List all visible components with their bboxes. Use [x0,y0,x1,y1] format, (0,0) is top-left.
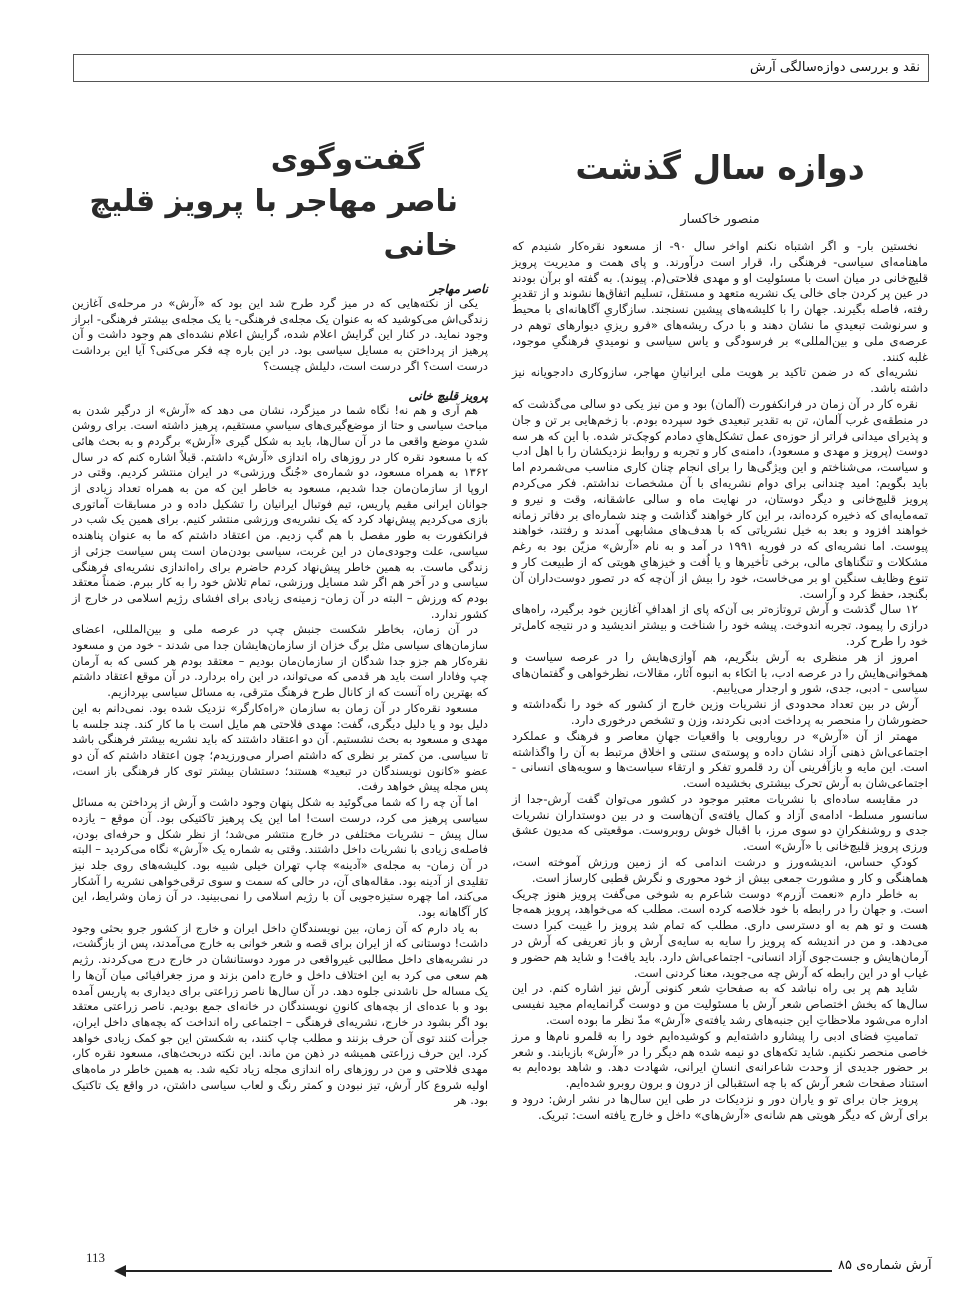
paragraph: نشریه‌ای که در ضمن تاکید بر هویت ملی ایرانیانِ مهاجر، سازوکاری دادجویانه نیز داشته باشد. [512,365,928,396]
paragraph: امروز از هر منظری به آرش بنگریم، هم آوازی‌هایش را در عرصه سیاست و همخوانی‌هایش را در عرصه ادب، با اتکاء به انبوه آثار، مقالات، نظرخواهی و گفتمان‌های سیاسی - ادبی، جدی، شور و ارجدار می‌یابیم. [512,649,928,696]
paragraph: پرویز جان برای تو و یاران دور و نزدیکات در طی این سال‌ها در نشر ارش: درود و برای آرش که دیگر هویتی هم شانه‌ی «آرش‌های» داخل و خارج یافته است: تبریک. [512,1092,928,1122]
issue-label: آرش شماره‌ی ۸۵ [838,1258,932,1273]
article-right-column [512,140,928,1124]
paragraph: آرش در بین تعداد محدودی از نشریات وزین خارج از کشور که خود را نگه‌داشته و حضورشان را منحصر به پرداخت ادبی نکردند، وزن و تشخص درخوری دارد. [512,697,928,727]
paragraph: اما آن چه را که شما می‌گوئید به شکل پنهان وجود داشت و آرش از پرداختن به مسائل سیاسی پرهیز می کرد، درست است! اما این یک پرهیز تاکتیکی بود. آن موقع – یازده سال پیش – نشریات مختلفی در خارج منتشر می‌شد؛ از نظر شکل و حرفه‌ای بودن، فاصله‌ی زیادی با نشریات داخل داشتند. وقتی به شماره یک «آرش» نگاه می‌کردید – البته در آن زمان- به مجله‌ی «آدینه» چاپ تهران خیلی شبیه بود. کلیشه‌های روی جلد نیز تقلیدی از آدینه بود. مقاله‌های آن، در حالی که سمت و سوی ترقی‌خواهی نشریه را آشکار می‌کند، اما چهره ستیزه‌جویی آن با رژیم اسلامی را نمی‌بینید. در آن زمان وشرایط، این کار آگاهانه بود. [72,795,488,920]
paragraph: ۱۲ سال گذشت و آرش تروتازه‌تر بی آن‌که پای از اهدافِ آغازین خود برگیرد، راه‌های درازی را پیمود. تجربه اندوخت. پیشه خود را شناخت و بیشتر اندیشید و در نتیجه کامل‌تر خود را طرح کرد. [512,602,928,648]
paragraph: هم آری و هم نه! نگاه شما در میزگرد، نشان می دهد که «آرش» از درگیر شدن به مباحث سیاسی و حتا از موضع‌گیری‌های سیاسیِ مستقیم، پرهیز داشته است. برای روشن شدنِ موضع واقعی ما در آن سال‌ها، باید به شکل گیری «آرش» برگردم و به بحث هائی که با مسعود نقره کار در روزهای راه اندازی «آرش» داشتم. قبلاً اشاره کنم که در سال ۱۳۶۲ به همراه مسعود، دو شماره‌ی «جُنگ ورزشی» در ایران منتشر کردیم. وقتی در اروپا از سازمان‌مان جدا شدیم، مسعود به خاطر این که من به همراه تعداد زیادی از جوانان ایرانی مقیم پاریس، تیم فوتبال ایرانیان را تشکیل داده و در مسابقات آماتوری بازی می‌کردیم پیش‌نهاد کرد که یک نشریه‌ی ورزشی منتشر کنیم. برای همین یک شب در فرانکفورت به طور مفصل با هم گپ زدیم. من اعتقاد داشتم که ما به عنوان پناهنده سیاسی، علت وجودی‌مان در این غربت، سیاسی بودن‌مان است پس سیاست جزئی از زندگی ماست. به همین خاطر پیش‌نهاد کردم حاضرم برای راه‌اندازی نشریه‌ای فرهنگی سیاسی و در آخر هم اگر شد مسایل ورزشی، تمام تلاش خود را به کار ببرم. ضمناً معتقد بودم که ورزش – البته در آن زمان- زمینه‌ی زیادی برای افشای رژیم اسلامی در خارج از کشور ندارد. [72,402,488,621]
paragraph: به خاطر دارم «نعمت آزرم» دوست شاعرم به شوخی می‌گفت پرویز هنوز چریک است. و جهان را در رابطه با خود خلاصه کرده است. مطلب که می‌خواهد، پرویز همه‌جا هست و تو هم به او دسترسی داری. مطلب که تمام شد پرویز را غیبت کبرا دست می‌دهد. و من در اندیشه که پرویز را سایه به سایه‌ی آرش و باز تعریفی که آرش در آرمان‌هایش و جست‌جوی آزاد انسانی- اجتماعی‌اش دارد. باید یافت! و شاید هم حضور و غیاب او در این رابطه که آرش چه می‌جوید، معنا کردنی است. [512,886,928,980]
article-left-title-line2: ناصر مهاجر با پرویز قلیچ خانی [89,184,458,263]
article-left-title-line1: گفت‌وگوی [270,142,424,177]
paragraph: یکی از نکته‌هایی که در میز گرد طرح شد این بود که «آرش» در مرحله‌ی آغازین زندگی‌اش می‌کوشید که به عنوان یک مجله‌ی فرهنگی- یا یک مجله‌ی بیشتر فرهنگی- ابراز وجود نماید. در کنار این گرایش اعلام شده، گرایش اعلام نشده‌ای هم وجود داشت و آن پرهیز از پرداختن به مسایل سیاسی بود. در این باره چه فکر می‌کنی؟ آیا این برداشت درست است؟ اگر درست است، دلیلش چیست؟ [72,296,488,373]
paragraph: کودکِ حساس، اندیشه‌ورز و درشت اندامی که از زمین ورزش آموخته است، هماهنگی و کار و مشورت جمعی بیش از خود محوری و نگرش قطبی کارساز است. [512,855,928,885]
speaker-name: ناصر مهاجر [430,282,488,296]
paragraph: نخستین بار- و اگر اشتباه نکنم اواخر سال ۹۰- از مسعود نقره‌کار شنیدم که ماهنامه‌ای سیاسی- فرهنگی را، قرار است درآورند. و پای همت و مدیریت پرویز قلیچ‌خانی در میان است با مسئولیت او و مهدی فلاحتی(م. پیوند). به گفته او برآن بودند در عین پر کردن جای خالی یک نشریه متعهد و مستقل، تسلیم اتفاق‌ها نشوند و از تقدیرِ رفته، فاصله بگیرند. جهان را با کلیشه‌های پیشین نسنجند. سازگاریِ آگاهانه‌ای با محیط و سرنوشت تبعیدیِ ما نشان دهند و با درک ریشه‌های «فرو ریزیِ دیوارهای توهم در عرصه‌ی ملی و بین‌المللی» بر فرسودگی و یاس سیاسی و نومیدیِ فرهنگیِ موجود، غلبه کنند. [512,239,928,364]
article-right-title: دوازه سال گذشت [575,148,865,187]
running-head: نقد و بررسی دوازه‌سالگی آرش [73,54,929,82]
paragraph: در مقایسه ساده‌ای با نشریات معتبر موجود در کشور می‌توان گفت آرش-جدا از سانسور مسلط- ادامه‌ی آزاد و کمال یافته‌ی آن‌هاست و در بین دوستداران نشریات جدی و روشنفکرانِ دو سوی مرز، با اقبال خوش روبروست. موقعیتی که مدیون عشق ورزی پرویز قلیچ‌خانی با «آرش» است. [512,791,928,854]
article-right-body [512,239,928,1124]
speaker-name: پرویز قلیچ خانی [408,388,488,403]
page-number: 113 [86,1250,106,1265]
paragraph: مهمتر از آن «آرش» در رویارویی با واقعیات جهانِ معاصر و فرهنگ و عملکرد اجتماعی‌اش ذهنی آزاد نشان داده و پوسته‌ی سنتی و اخلاق مرتبط به آن را واگذاشته است. این مایه و بازآفرینی آن رد قلمرو تفکر و ارتقاء سیاست‌ها و سویه‌های انسانی - اجتماعی‌شان به آرش تحرک بیشتری بخشیده است. [512,728,928,791]
arrow-left-icon [114,1265,126,1277]
footer-rule [122,1270,832,1272]
article-left-body [72,282,488,1109]
article-left-column [72,140,488,1109]
paragraph: تمامیتِ فضای ادبی را پیشارو داشته‌ایم و کوشیده‌ایم خود را به قلمرو نام‌ها و مرز خاصی منحصر نکنیم. شاید تکه‌های دو نیمه شده هم دیگر را در «آرش» بازیابند. و شعر بر حضور جدیدی از وحدت شاعرانه‌ی انسانِ ایرانی، شهادت دهد. و شاهد بوده‌ایم به استناد صفحات شعر آرش که با چه استقبالی از درون و برون روبرو شده‌ایم. [512,1028,928,1091]
paragraph: به یاد دارم که آن زمان، بین نویسندگانِ داخل ایران و خارج از کشور جرو بحثی وجود داشت! دوستانی که از ایران برای قصه و شعر خوانی به خارج می‌آمدند، پس از بازگشت، در نشریه‌های داخل مطالبی غیرواقعی در مورد دوستانشان در خارج درج می‌کردند. رژیم هم سعی می کرد به این اختلاف داخل و خارج دامن بزند و مرز جغرافیائی میان آن‌ها را یک مساله حل ناشدنی جلوه دهد. در آن سال‌ها ناصر زراعتی برای دیداری به پاریس آمده بود و با عده‌ای از بچه‌های کانونِ نویسندگان در خانه‌ای جمع بودیم. ناصر زراعتی معتقد بود اگر بشود در خارج، نشریه‌ای فرهنگی – اجتماعی راه انداخت که بچه‌های داخل ایران، جرأت کنند توی آن حرف بزنند و مطلب چاپ کنند، به شکستن این جو کمک زیادی خواهد کرد. این حرف زراعتی همیشه در ذهن من ماند. این نکته دربحث‌های، مسعود نقره کار، مهدی فلاحتی و من در روزهای راه اندازی مجله زیاد تکیه شد. به همین خاطر در ماه‌های اولیه شروع کار آرش، تیز نبودن و کمتر رنگ و لعاب سیاسی داشتن، در واقع یک تاکتیک بود. هر [72,920,488,1108]
paragraph: در آن زمان، بخاطر شکست جنبش چپ در عرصه ملی و بین‌المللی، اعضای سازمان‌های سیاسی مثل برگ خزان از سازمان‌هایشان جدا می شدند - خود من و مسعود نقره‌کار هم جزو جدا شدگان از سازمان‌مان بودیم – معتقد بودم هر کسی که به آرمان چپ وفادار است باید هر قدمی که می‌تواند، در این راه بردارد. در آن موقع اعتقاد داشتم که بهترین راه آنست که از کانال طرح فرهنگ مترقی، به مسائل سیاسی بپردازیم. [72,622,488,700]
paragraph: مسعود نقره‌کار در آن زمان به سازمان «راه‌کارگر» نزدیک شده بود. نمی‌دانم به این دلیل بود و یا دلیل دیگری، گفت: مهدی فلاحتی هم مایل است با ما کار کند. چند جلسه با مهدی و مسعود به بحث نشستیم. آن دو اعتقاد داشتند که باید نشریه بیشتر فرهنگی باشد تا سیاسی. من کمتر بر نظری که داشتم اصرار می‌ورزیدم؛ چون اعتقاد داشتم که آن دو عضو «کانون نویسندگان در تبعید» هستند؛ دستشان بیشتر توی کار فرهنگی باز است، پس مجله پیش خواهد رفت. [72,700,488,794]
paragraph: شاید هم پر بی راه نباشد که به صفحاتِ شعر کنونی آرش نیز اشاره کنم. در این سال‌ها که بخش اختصاص شعر آرش با مسئولیت من و دوست گرانمایه‌ام مجید نفیسی اداره می‌شود ملاحظاتِ این جنبه‌های رشد یافته‌ی «آرش» مدّ نظر ما بوده است. [512,981,928,1028]
paragraph: نقره کار در آن زمان در فرانکفورت (آلمان) بود و من نیز یکی دو سالی می‌گذشت که در منطقه‌ی غرب آلمان، تن به تقدیر تبعیدی خود سپرده بودم. با زخم‌هایی بر تن و جان و پذیرای میدانی فراتر از حوزه‌ی عمل تشکل‌هایِ دمادم کوچک‌تر شده. با این که هر سه دوست (پرویز و مهدی و مسعود)، دامنه‌ی کار و تجربه و روابط نزدیکشان را با اهل ادب و سیاست، می‌شناختم و این ویژگی‌ها را برای انجام چنان کاری مناسب می‌شمردم اما باید بگویم: امید چندانی برای دوام نشریه‌ای با آن مشخصات نداشتم. فکر می‌کردم پرویز قلیچ‌خانی و دیگر دوستان، در نهایت ماه و سالی عاشقانه، وقت و نیرو و تمه‌مایه‌ای که ذخیره کرده‌اند، بر این کار خواهند گذاشت و چند شماره‌ای بر دفاتر زمانه خواهند افزود و بعد به خیل نشریاتی که با هدف‌های مشابهی آمدند و رفتند، خواهند پیوست. اما نشریه‌ای که در فوریه ۱۹۹۱ در آمد و به نام «آرش» مزیّن بود به رغم مشکلات و تنگناهای مالی، برخی تأخیرها و یا اُفت و خیزهایِ هویتی که از طبیعت کار و تنوع وظایف سنگین او بر می‌خاست، خود را بیش از آن‌چه که در تصور دوست‌داران آن بگنجد، حفظ کرد و آراست. [512,396,928,601]
article-right-author: منصور خاکسار [680,212,760,227]
